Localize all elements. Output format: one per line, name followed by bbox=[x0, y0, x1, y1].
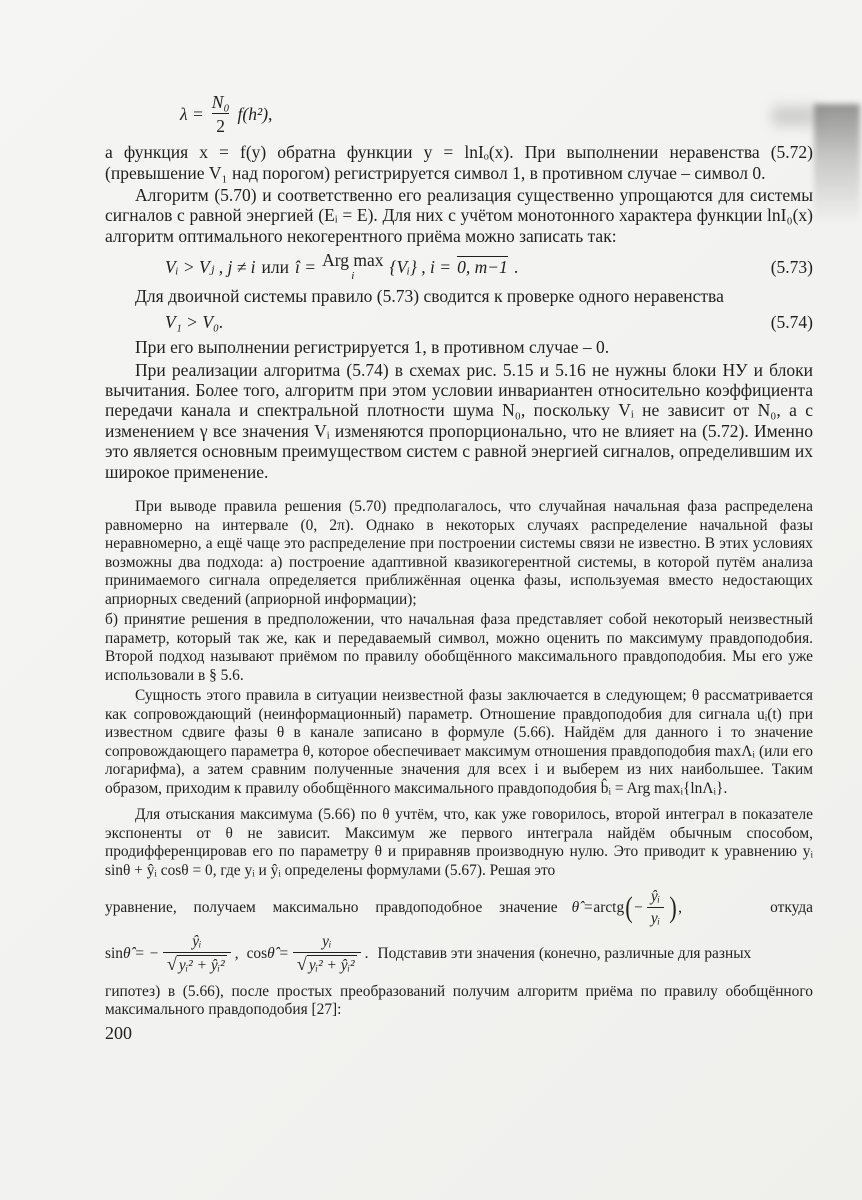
paragraph-small-1: При выводе правила решения (5.70) предполагалось, что случайная начальная фаза распределена равномерно на интервале (0, 2π). Однако в некоторых случаях распределение начальной фазы неравномерно, а ещё чаще это распределение при построении системы связи не известно. В этих условиях возможны два подхода: а) построение адаптивной квазикогерентной системы, в которой путём анализа принимаемого сигнала определяется приближённая оценка фазы, используемая вместо недостающих априорных сведений (априорной информации); bbox=[105, 498, 813, 608]
sin-function-name: sin bbox=[105, 945, 123, 963]
eq573-ihat: î = bbox=[295, 256, 317, 277]
eq573-body bbox=[165, 252, 518, 282]
paragraph-main-2: Алгоритм (5.70) и соответственно его реализация существенно упрощаются для системы сигналов с равной энергией (Eᵢ = E). Для них с учётом монотонного характера функции lnI₀(x) алгоритм оптимального некогерентного приёма можно записать так: bbox=[105, 185, 813, 246]
eq573-argmax-subscript: i bbox=[351, 269, 355, 282]
radicand: yᵢ² + ŷᵢ² bbox=[308, 957, 355, 975]
fraction-n0-over-2 bbox=[208, 92, 234, 136]
fraction-numerator: ŷᵢ bbox=[650, 888, 661, 906]
eq573-set: {Vᵢ} , i = bbox=[389, 256, 452, 277]
fraction-numerator: ŷᵢ bbox=[192, 933, 202, 951]
equation-lambda bbox=[180, 92, 813, 136]
eq573-argmax-label: Arg max bbox=[322, 250, 384, 271]
eq573-range-overline: 0, m−1 bbox=[457, 257, 508, 278]
cos-theta-equals: θ̂ = bbox=[267, 945, 289, 963]
fraction-denominator: 2 bbox=[212, 113, 229, 136]
paragraph-main-4: При его выполнении регистрируется 1, в противном случае – 0. bbox=[135, 337, 610, 358]
square-root bbox=[297, 955, 357, 975]
fraction-sin bbox=[163, 933, 231, 974]
arctg-function-name: arctg bbox=[593, 898, 625, 916]
paragraph-small-4: Для отыскания максимума (5.66) по θ учтём, что, как уже говорилось, второй интеграл в показателе экспоненты от θ не зависит. Максимум же первого интеграла найдём обычным способом, продифференцировав его по параметру θ и приравняв производную нулю. Это приводит к уравнению yᵢ sinθ + ŷᵢ cosθ = 0, где yᵢ и ŷᵢ определены формулами (5.67). Решая это bbox=[105, 806, 813, 879]
eq573-period: . bbox=[513, 256, 519, 277]
fraction-cos bbox=[293, 933, 361, 974]
minus-sign: − bbox=[634, 898, 643, 916]
paragraph-small-2: б) принятие решения в предположении, что начальная фаза представляет собой некоторый неизвестный параметр, который так же, как и передаваемый символ, можно оценить по максимуму правдоподобия. Второй подход называют приёмом по правилу обобщённого максимального правдоподобия. Мы его уже использовали в § 5.6. bbox=[105, 611, 813, 684]
page-number: 200 bbox=[105, 1022, 132, 1043]
fraction-denominator bbox=[163, 952, 231, 975]
scan-edge-shadow bbox=[814, 104, 860, 224]
arctg-lead-text: уравнение, получаем максимально правдоподобное значение bbox=[105, 898, 558, 916]
sincos-tail-text: Подставив эти значения (конечно, различные для разных bbox=[377, 945, 752, 963]
eq574-body: V₁ > V₀. bbox=[165, 312, 224, 333]
open-paren: ( bbox=[625, 891, 633, 925]
square-root bbox=[167, 955, 227, 975]
paragraph-small-3: Сущность этого правила в ситуации неизвестной фазы заключается в следующем; θ рассматривается как сопровождающий (неинформационный) параметр. Отношение правдоподобия для сигнала uᵢ(t) при известном сдвиге фазы θ в канале записано в формуле (5.66). Найдём для данного i то значение сопровождающего параметра θ, которое обеспечивает максимум отношения правдоподобия maxΛᵢ (или его логарифма), а затем сравним полученные значения для всех i и выберем из них наибольшее. Таким образом, приходим к правилу обобщённого максимального правдоподобия b̂ᵢ = Arg maxᵢ{lnΛᵢ}. bbox=[105, 687, 813, 797]
fraction-yhat-over-y bbox=[647, 888, 664, 927]
radical-sign: √ bbox=[167, 954, 177, 975]
eq-lambda-rhs: f(h²), bbox=[237, 103, 273, 124]
eq573-inequality: Vᵢ > Vⱼ , j ≠ i bbox=[165, 256, 256, 277]
paragraph-small-5: гипотез) в (5.66), после простых преобразований получим алгоритм приёма по правилу обобщённого максимального правдоподобия [27]: bbox=[105, 982, 813, 1019]
paragraph-main-5: При реализации алгоритма (5.74) в схемах рис. 5.15 и 5.16 не нужны блоки НУ и блоки вычитания. Более того, алгоритм при этом условии инвариантен относительно коэффициента передачи канала и спектральной плотности шума N₀, поскольку Vᵢ не зависит от N₀, а с изменением γ все значения Vᵢ изменяются пропорционально, что не влияет на (5.72). Именно это является основным преимуществом систем с равной энергией сигналов, определившим их широкое применение. bbox=[105, 359, 813, 482]
eq573-argmax-operator bbox=[322, 252, 383, 282]
period: . bbox=[364, 945, 369, 963]
equation-number-5-73: (5.73) bbox=[770, 256, 813, 277]
arctg-equation-line bbox=[105, 888, 813, 927]
radical-sign: √ bbox=[296, 954, 307, 975]
comma: , bbox=[234, 945, 239, 963]
equation-5-74 bbox=[105, 312, 813, 333]
paragraph-main-3: Для двоичной системы правило (5.73) сводится к проверке одного неравенства bbox=[135, 285, 724, 306]
equation-number-5-74: (5.74) bbox=[770, 312, 813, 333]
theta-hat-equals: θ̂ = bbox=[571, 898, 594, 916]
eq-lambda-lhs: λ = bbox=[180, 103, 204, 124]
text-column bbox=[105, 0, 813, 1044]
cos-function-name: cos bbox=[246, 945, 268, 963]
radicand: yᵢ² + ŷᵢ² bbox=[178, 957, 225, 975]
arctg-formula bbox=[572, 888, 682, 927]
paragraph-main-1: а функция x = f(y) обратна функции y = lnIₒ(x). При выполнении неравенства (5.72) (превышение V₁ над порогом) регистрируется символ 1, в противном случае – символ 0. bbox=[105, 142, 813, 183]
close-paren: ) bbox=[669, 891, 677, 925]
eq573-or-word: или bbox=[261, 256, 290, 277]
fraction-denominator bbox=[293, 952, 361, 975]
equation-5-73 bbox=[105, 252, 813, 282]
sin-theta-equals: θ̂ = − bbox=[122, 945, 159, 963]
sincos-equation-line bbox=[105, 933, 813, 974]
fraction-numerator: yᵢ bbox=[322, 933, 332, 951]
fraction-numerator: N₀ bbox=[211, 92, 230, 112]
comma: , bbox=[678, 898, 682, 916]
fraction-denominator: yᵢ bbox=[647, 907, 664, 928]
section-gap bbox=[105, 482, 813, 496]
arctg-tail-text: откуда bbox=[770, 898, 813, 916]
